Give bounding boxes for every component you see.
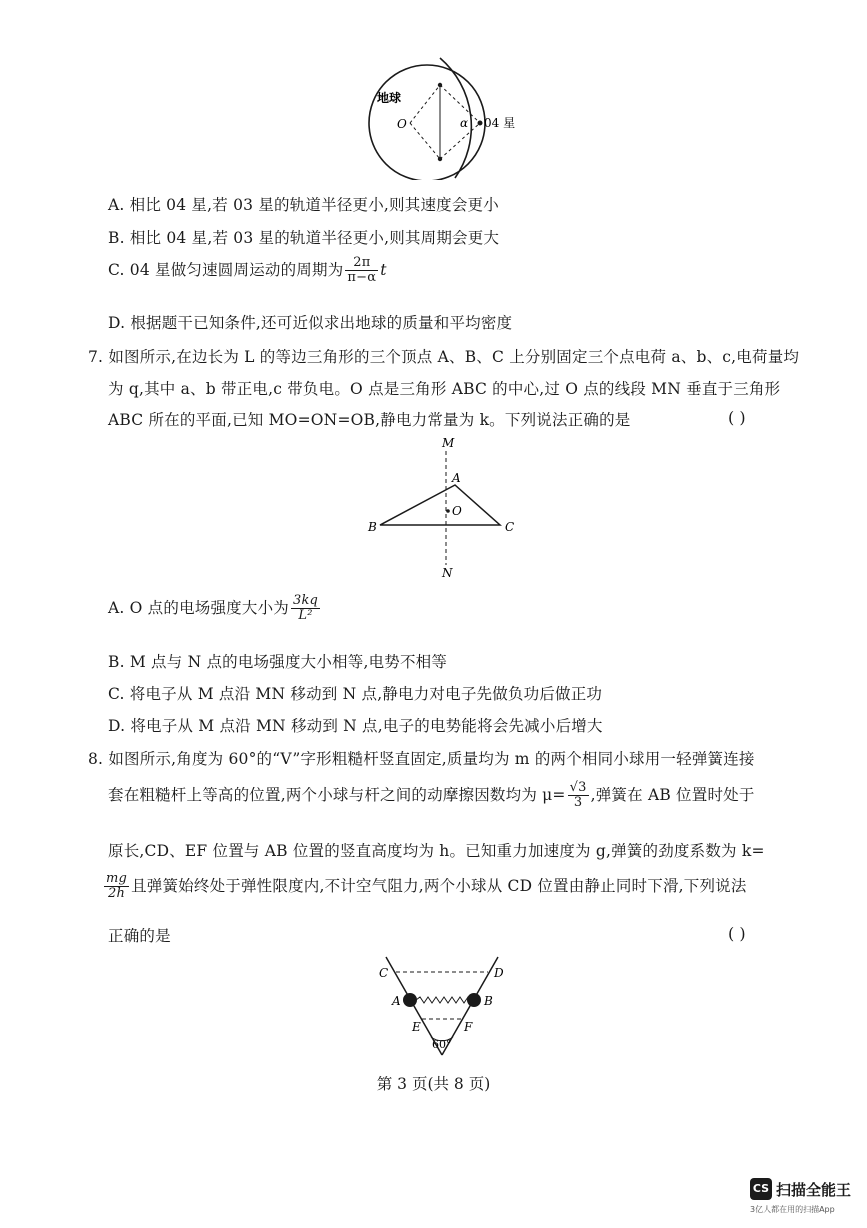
q7-stem-line2: 为 q,其中 a、b 带正电,c 带负电。O 点是三角形 ABC 的中心,过 O 点的线段 MN 垂直于三角形	[108, 380, 781, 398]
q7-stem-line1: 7. 如图所示,在边长为 L 的等边三角形的三个顶点 A、B、C 上分别固定三个点电荷 a、b、c,电荷量均	[88, 348, 800, 366]
svg-text:60°: 60°	[432, 1038, 452, 1051]
q6-option-c-fraction: $\frac{2\pi}{\pi-\alpha}$	[347, 255, 377, 286]
svg-text:N: N	[442, 566, 453, 580]
ball-b	[467, 993, 481, 1007]
q7-option-b: B. M 点与 N 点的电场强度大小相等,电势不相等	[108, 653, 448, 671]
q8-stem-line4: $\frac{mg}{2h}$ 且弹簧始终处于弹性限度内,不计空气阻力,两个小球从 CD 位置由静止同时下滑,下列说法	[106, 871, 747, 902]
v-rod-figure	[370, 955, 520, 1065]
earth-satellite-figure	[355, 55, 535, 180]
q6-option-a: A. 相比 04 星,若 03 星的轨道半径更小,则其速度会更小	[108, 196, 499, 214]
svg-text:D: D	[494, 966, 504, 980]
q8-stem-line2: 套在粗糙杆上等高的位置,两个小球与杆之间的动摩擦因数均为 μ= $\frac{√3}{3}$ ,弹簧在 AB 位置时处于	[108, 780, 755, 811]
svg-text:O: O	[452, 504, 462, 518]
svg-text:F: F	[464, 1020, 473, 1034]
svg-text:B: B	[368, 520, 377, 534]
q6-option-c-text: C. 04 星做匀速圆周运动的周期为	[108, 260, 344, 279]
q8-answer-paren: ( )	[728, 924, 746, 943]
q7-option-a-fraction: $\frac{3kq}{\text{L²}}$	[292, 593, 319, 624]
q6-option-c: C. 04 星做匀速圆周运动的周期为 $\frac{2\pi}{\pi-\alpha}$ t	[108, 255, 387, 286]
svg-text:A: A	[392, 994, 401, 1008]
q7-option-c: C. 将电子从 M 点沿 MN 移动到 N 点,静电力对电子先做负功后做正功	[108, 685, 603, 703]
q7-answer-paren: ( )	[728, 408, 746, 427]
q7-stem-line3: ABC 所在的平面,已知 MO=ON=OB,静电力常量为 k。下列说法正确的是	[108, 411, 631, 429]
svg-text:E: E	[412, 1020, 421, 1034]
q8-stem-line1: 8. 如图所示,角度为 60°的“V”字形粗糙杆竖直固定,质量均为 m 的两个相同小球用一轻弹簧连接	[88, 750, 755, 768]
q8-stem-line5: 正确的是	[108, 927, 171, 945]
center-label: O	[397, 117, 407, 131]
q8-stem-line3: 原长,CD、EF 位置与 AB 位置的竖直高度均为 h。已知重力加速度为 g,弹簧的劲度系数为 k=	[108, 842, 765, 860]
svg-text:C: C	[505, 520, 515, 534]
svg-text:B: B	[484, 994, 493, 1008]
q7-option-d: D. 将电子从 M 点沿 MN 移动到 N 点,电子的电势能将会先减小后增大	[108, 717, 603, 735]
q8-mu-fraction: $\frac{√3}{3}$	[569, 780, 587, 811]
q6-option-d: D. 根据题干已知条件,还可近似求出地球的质量和平均密度	[108, 314, 513, 332]
q7-option-a: A. O 点的电场强度大小为 $\frac{3kq}{\text{L²}}$	[108, 593, 319, 624]
q6-option-b: B. 相比 04 星,若 03 星的轨道半径更小,则其周期会更大	[108, 229, 500, 247]
app-name: 扫描全能王	[776, 1181, 852, 1199]
cs-logo-icon: CS	[750, 1178, 772, 1200]
satellite-label: 04 星	[484, 116, 516, 130]
triangle-figure	[360, 435, 530, 580]
page-number: 第 3 页(共 8 页)	[376, 1075, 491, 1093]
earth-label: 地球	[377, 91, 402, 105]
triangle-abc	[380, 485, 500, 525]
svg-text:M: M	[442, 436, 455, 450]
angle-label: α	[460, 116, 469, 130]
svg-text:A: A	[452, 471, 461, 485]
svg-text:C: C	[379, 966, 389, 980]
ball-a	[403, 993, 417, 1007]
scanner-watermark	[750, 1178, 860, 1218]
q8-k-fraction: $\frac{mg}{2h}$	[106, 871, 128, 902]
app-tagline: 3亿人都在用的扫描App	[750, 1205, 835, 1214]
